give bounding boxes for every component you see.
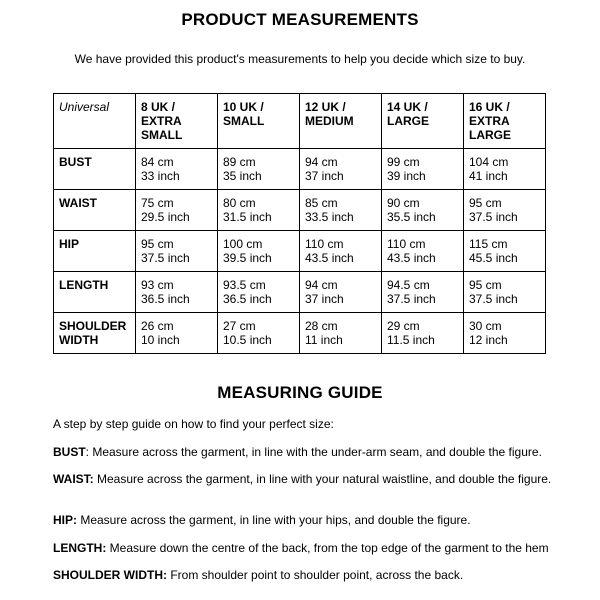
- guide-text: : Measure across the garment, in line with the under-arm seam, and double the figure.: [85, 445, 542, 459]
- guide-title: MEASURING GUIDE: [217, 383, 383, 402]
- cell-line: 28 cm: [305, 319, 338, 333]
- cell-line: 115 cm: [469, 237, 508, 251]
- cell-line: 39 inch: [387, 169, 426, 183]
- cell-line: 8 UK /: [141, 100, 176, 114]
- cell-line: MEDIUM: [305, 114, 354, 128]
- cell-line: 37 inch: [305, 169, 344, 183]
- table-cell: [382, 272, 464, 313]
- cell-line: 14 UK /: [387, 100, 428, 114]
- table-cell: [218, 313, 300, 354]
- cell-line: 29.5 inch: [141, 210, 190, 224]
- cell-line: 36.5 inch: [141, 292, 190, 306]
- guide-item-hip: [53, 513, 553, 528]
- cell-line: SHOULDER: [59, 319, 127, 333]
- table-header-row: [54, 94, 546, 149]
- cell-line: 94.5 cm: [387, 278, 430, 292]
- cell-line: EXTRA: [469, 114, 510, 128]
- cell-line: 11.5 inch: [387, 333, 435, 347]
- guide-item-waist: [53, 472, 553, 487]
- cell-line: 89 cm: [223, 155, 256, 169]
- cell-line: 94 cm: [305, 278, 338, 292]
- row-label: [54, 231, 136, 272]
- cell-line: 10 inch: [141, 333, 180, 347]
- cell-line: 36.5 inch: [223, 292, 272, 306]
- guide-item-bust: [53, 445, 553, 460]
- guide-text: Measure across the garment, in line with your natural waistline, and double the figure.: [93, 472, 552, 486]
- table-row: [54, 149, 546, 190]
- table-cell: [218, 231, 300, 272]
- cell-line: 95 cm: [469, 196, 502, 210]
- universal-label: Universal: [54, 94, 136, 149]
- guide-term: HIP:: [53, 513, 77, 527]
- cell-line: 31.5 inch: [223, 210, 272, 224]
- guide-term: BUST: [53, 445, 86, 459]
- cell-line: 99 cm: [387, 155, 420, 169]
- table-cell: [136, 149, 218, 190]
- cell-line: 16 UK /: [469, 100, 510, 114]
- table-cell: [218, 190, 300, 231]
- cell-line: 95 cm: [469, 278, 502, 292]
- size-header: [136, 94, 218, 149]
- intro-text: We have provided this product's measurements to help you decide which size to buy.: [74, 52, 526, 66]
- cell-line: 100 cm: [223, 237, 263, 251]
- cell-line: 35 inch: [223, 169, 262, 183]
- guide-text: From shoulder point to shoulder point, across the back.: [167, 568, 464, 582]
- cell-line: 37.5 inch: [469, 292, 518, 306]
- cell-line: 37.5 inch: [469, 210, 518, 224]
- cell-line: 12 UK /: [305, 100, 346, 114]
- guide-term: WAIST:: [53, 472, 94, 486]
- cell-line: 93 cm: [141, 278, 174, 292]
- cell-line: 12 inch: [469, 333, 508, 347]
- cell-line: 37.5 inch: [387, 292, 436, 306]
- table-cell: [300, 149, 382, 190]
- table-cell: [382, 313, 464, 354]
- table-cell: [464, 190, 546, 231]
- table-cell: [382, 190, 464, 231]
- cell-line: 43.5 inch: [305, 251, 354, 265]
- table-cell: [464, 313, 546, 354]
- table-cell: [300, 272, 382, 313]
- table-cell: [136, 231, 218, 272]
- table-row: [54, 231, 546, 272]
- cell-line: 39.5 inch: [223, 251, 272, 265]
- cell-line: SMALL: [223, 114, 265, 128]
- cell-line: 84 cm: [141, 155, 174, 169]
- table-cell: [218, 149, 300, 190]
- table-cell: [136, 313, 218, 354]
- row-label: [54, 313, 136, 354]
- table-cell: [300, 231, 382, 272]
- cell-line: 10 UK /: [223, 100, 264, 114]
- table-cell: [464, 149, 546, 190]
- table-row: [54, 272, 546, 313]
- cell-line: 110 cm: [305, 237, 344, 251]
- cell-line: 104 cm: [469, 155, 509, 169]
- size-table: [53, 93, 546, 354]
- cell-line: 80 cm: [223, 196, 256, 210]
- cell-line: 30 cm: [469, 319, 502, 333]
- row-label: [54, 149, 136, 190]
- table-row: [54, 313, 546, 354]
- guide-intro: A step by step guide on how to find your perfect size:: [53, 417, 334, 431]
- size-header: [382, 94, 464, 149]
- cell-line: 35.5 inch: [387, 210, 436, 224]
- table-cell: [382, 149, 464, 190]
- guide-item-length: [53, 541, 553, 556]
- guide-text: Measure down the centre of the back, from the top edge of the garment to the hem: [106, 541, 549, 555]
- cell-line: 29 cm: [387, 319, 420, 333]
- cell-line: 85 cm: [305, 196, 338, 210]
- cell-line: 37 inch: [305, 292, 344, 306]
- cell-line: 75 cm: [141, 196, 174, 210]
- table-cell: [300, 190, 382, 231]
- cell-line: EXTRA: [141, 114, 182, 128]
- cell-line: 33 inch: [141, 169, 180, 183]
- cell-line: WAIST: [59, 196, 97, 210]
- cell-line: LARGE: [469, 128, 511, 142]
- cell-line: 90 cm: [387, 196, 420, 210]
- cell-line: 94 cm: [305, 155, 338, 169]
- cell-line: 27 cm: [223, 319, 256, 333]
- cell-line: WIDTH: [59, 333, 99, 347]
- guide-term: LENGTH:: [53, 541, 107, 555]
- row-label: [54, 190, 136, 231]
- cell-line: 26 cm: [141, 319, 174, 333]
- guide-item-shoulder-width: [53, 568, 553, 583]
- table-cell: [464, 231, 546, 272]
- table-cell: [300, 313, 382, 354]
- cell-line: 95 cm: [141, 237, 174, 251]
- cell-line: 45.5 inch: [469, 251, 518, 265]
- table-cell: [382, 231, 464, 272]
- cell-line: 37.5 inch: [141, 251, 190, 265]
- table-row: [54, 190, 546, 231]
- table-cell: [136, 190, 218, 231]
- cell-line: LENGTH: [59, 278, 109, 292]
- table-cell: [464, 272, 546, 313]
- size-header: [218, 94, 300, 149]
- cell-line: 43.5 inch: [387, 251, 436, 265]
- table-cell: [136, 272, 218, 313]
- cell-line: 110 cm: [387, 237, 426, 251]
- cell-line: LARGE: [387, 114, 429, 128]
- guide-term: SHOULDER WIDTH:: [53, 568, 167, 582]
- size-header: [464, 94, 546, 149]
- cell-line: BUST: [59, 155, 92, 169]
- size-header: [300, 94, 382, 149]
- cell-line: SMALL: [141, 128, 183, 142]
- cell-line: 93.5 cm: [223, 278, 266, 292]
- cell-line: 11 inch: [305, 333, 343, 347]
- cell-line: 33.5 inch: [305, 210, 354, 224]
- cell-line: HIP: [59, 237, 80, 251]
- row-label: [54, 272, 136, 313]
- page-title: PRODUCT MEASUREMENTS: [181, 10, 419, 29]
- guide-text: Measure across the garment, in line with your hips, and double the figure.: [77, 513, 471, 527]
- cell-line: 41 inch: [469, 169, 508, 183]
- cell-line: 10.5 inch: [223, 333, 272, 347]
- table-cell: [218, 272, 300, 313]
